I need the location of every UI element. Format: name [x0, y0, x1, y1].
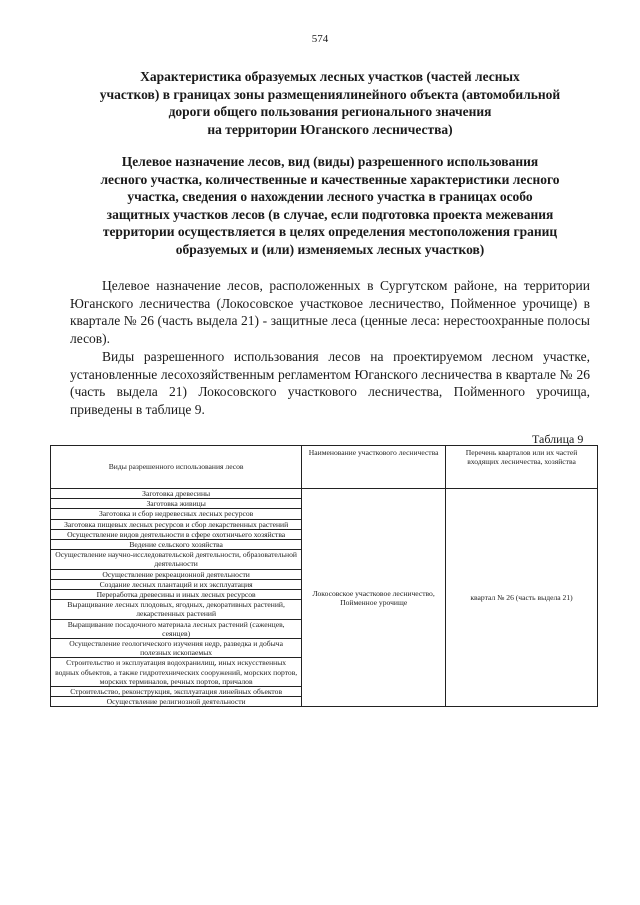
use-cell: Заготовка пищевых лесных ресурсов и сбор лекарственных растений [51, 519, 302, 529]
use-cell: Выращивание лесных плодовых, ягодных, декоративных растений, лекарственных растений [51, 600, 302, 619]
use-cell: Осуществление религиозной деятельности [51, 697, 302, 707]
use-cell: Ведение сельского хозяйства [51, 540, 302, 550]
use-cell: Осуществление научно-исследовательской деятельности, образовательной деятельности [51, 550, 302, 569]
subtitle-line: лесного участка, количественные и качественные характеристики лесного [100, 171, 560, 187]
header-uses: Виды разрешенного использования лесов [51, 446, 302, 489]
section-subtitle [60, 153, 600, 258]
paragraph-purpose: Целевое назначение лесов, расположенных в Сургутском районе, на территории Юганского лесничества (Локосовское участковое лесничество, Пойменное урочище) в квартале № 26 (часть выдела 21) - защитные леса (ценные леса: нерестоохранные полосы лесов). [70, 278, 590, 346]
subtitle-line: образуемых и (или) изменяемых лесных участков) [175, 241, 485, 257]
paragraph-uses: Виды разрешенного использования лесов на проектируемом лесном участке, установленные лесохозяйственным регламентом Юганского лесничества в квартале № 26 (часть выдела 21) Локосовского участкового лесничества, Пойменного урочища, приведены в таблице 9. [70, 349, 590, 417]
header-quarters: Перечень кварталов или их частей входящих лесничества, хозяйства [446, 446, 598, 489]
subtitle-line: защитных участков лесов (в случае, если подготовка проекта межевания [106, 206, 554, 222]
uses-table [50, 445, 598, 707]
header-forestry: Наименование участкового лесничества [302, 446, 446, 489]
use-cell: Выращивание посадочного материала лесных растений (саженцев, сеянцев) [51, 619, 302, 638]
use-cell: Заготовка живицы [51, 499, 302, 509]
use-cell: Заготовка древесины [51, 489, 302, 499]
table-header-row [51, 446, 598, 489]
subtitle-line: территории осуществляется в целях определения местоположения границ [102, 224, 558, 239]
page-number: 574 [311, 33, 329, 45]
use-cell: Строительство и эксплуатация водохранилищ, иных искусственных водных объектов, а также гидротехнических сооружений, морских портов, морских терминалов, речных портов, причалов [51, 658, 302, 687]
use-cell: Осуществление геологического изучения недр, разведка и добыча полезных ископаемых [51, 639, 302, 658]
subtitle-line: участка, сведения о нахождении лесного участка в границах особо [127, 189, 533, 204]
title-line: Характеристика образуемых лесных участков (частей лесных [140, 69, 520, 84]
table-caption: Таблица 9 [532, 432, 584, 446]
title-line: на территории Юганского лесничества) [207, 121, 453, 137]
quarters-cell: квартал № 26 (часть выдела 21) [446, 489, 598, 707]
use-cell: Строительство, реконструкция, эксплуатация линейных объектов [51, 687, 302, 697]
forestry-cell: Локосовское участковое лесничество, Пойменное урочище [302, 489, 446, 707]
use-cell: Создание лесных плантаций и их эксплуатация [51, 579, 302, 589]
title-line: дороги общего пользования регионального значения [168, 104, 492, 119]
table-row [51, 489, 598, 499]
use-cell: Переработка древесины и иных лесных ресурсов [51, 590, 302, 600]
title-line: участков) в границах зоны размещениялинейного объекта (автомобильной [99, 86, 561, 102]
use-cell: Заготовка и сбор недревесных лесных ресурсов [51, 509, 302, 519]
document-title [60, 68, 600, 138]
use-cell: Осуществление рекреационной деятельности [51, 569, 302, 579]
subtitle-line: Целевое назначение лесов, вид (виды) разрешенного использования [121, 154, 539, 169]
use-cell: Осуществление видов деятельности в сфере охотничьего хозяйства [51, 529, 302, 539]
